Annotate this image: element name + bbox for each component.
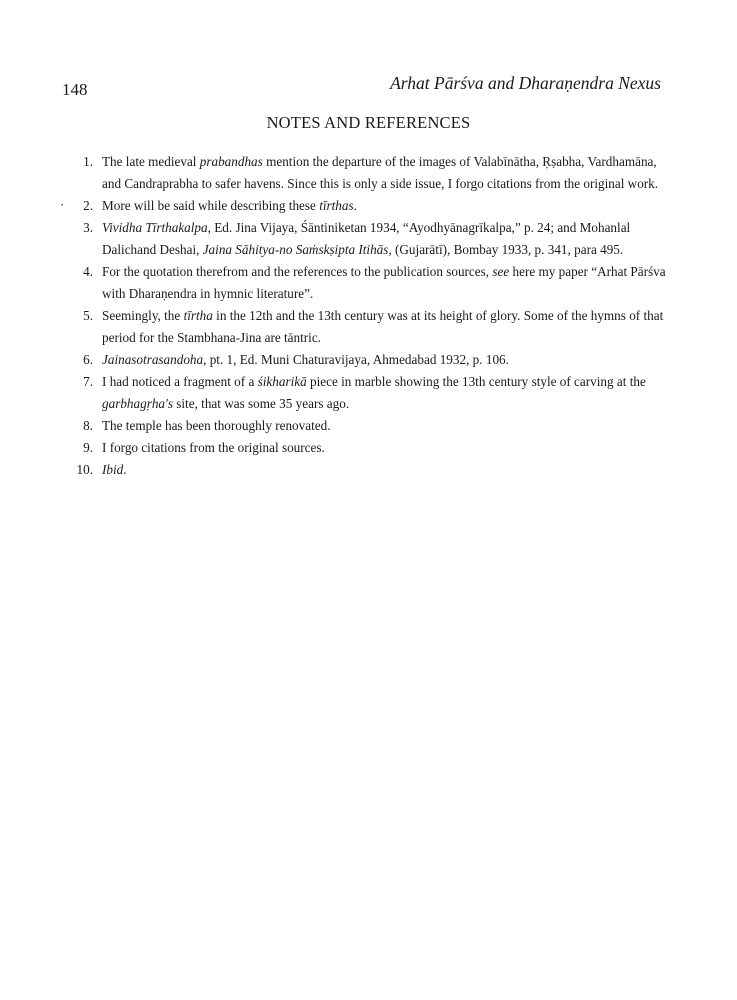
note-text	[102, 154, 658, 191]
note-plain-text: More will be said while describing these	[102, 198, 320, 213]
note-item	[68, 305, 672, 349]
note-italic-text: prabandhas	[199, 154, 263, 169]
note-plain-text: , Ed. Jina Vijaya, Śāntiniketan 1934, “Ayodhyānagrīkalpa,” p. 24; and Mohanlal Dalichand Deshai,	[102, 220, 631, 257]
note-plain-text: here my paper “Arhat Pārśva with Dharaṇendra in hymnic literature”.	[102, 264, 666, 301]
note-plain-text: The temple has been thoroughly renovated.	[102, 418, 331, 433]
note-item	[68, 371, 672, 415]
note-text	[102, 374, 646, 411]
section-title: NOTES AND REFERENCES	[266, 113, 471, 132]
note-item	[68, 217, 672, 261]
note-item	[68, 437, 672, 459]
note-text	[102, 198, 357, 213]
note-item	[68, 261, 672, 305]
note-plain-text: in the 12th and the 13th century was at its height of glory. Some of the hymns of that period for the Stambhana-Jina are tāntric.	[102, 308, 664, 345]
note-text	[102, 352, 509, 367]
page-number: 148	[62, 80, 88, 99]
note-plain-text: , (Gujarātī), Bombay 1933, p. 341, para 495.	[388, 242, 624, 257]
note-plain-text: I had noticed a fragment of a	[102, 374, 258, 389]
note-text	[102, 418, 331, 433]
note-number: 6.	[83, 352, 93, 367]
note-plain-text: site, that was some 35 years ago.	[172, 396, 350, 411]
note-number: 2.	[83, 198, 93, 213]
note-italic-text: tīrtha	[183, 308, 213, 323]
note-plain-text: I forgo citations from the original sources.	[102, 440, 325, 455]
note-plain-text: mention the departure of the images of Valabīnātha, Ṛṣabha, Vardhamāna, and Candraprabha to safer havens. Since this is only a side issue, I forgo citations from the original work.	[102, 154, 659, 191]
note-italic-text: tīrthas	[319, 198, 354, 213]
running-head: Arhat Pārśva and Dharaṇendra Nexus	[390, 73, 661, 93]
note-item	[68, 349, 672, 371]
note-italic-text: see	[492, 264, 510, 279]
note-text	[102, 462, 127, 477]
note-item	[68, 415, 672, 437]
margin-dot: ·	[60, 197, 65, 212]
note-italic-text: Ibid	[102, 462, 124, 477]
note-number: 10.	[76, 462, 93, 477]
note-plain-text: Seemingly, the	[102, 308, 184, 323]
note-plain-text: The late medieval	[102, 154, 200, 169]
note-plain-text: .	[123, 462, 127, 477]
note-plain-text: .	[353, 198, 357, 213]
note-italic-text: Jainasotrasandoha	[102, 352, 204, 367]
note-number: 7.	[83, 374, 93, 389]
note-text	[102, 440, 325, 455]
note-italic-text: Jaina Sāhitya-no Saṁskṣipta Itihās	[202, 242, 389, 257]
note-number: 8.	[83, 418, 93, 433]
note-number: 1.	[83, 154, 93, 169]
note-italic-text: śikharikā	[257, 374, 307, 389]
note-text	[102, 264, 666, 301]
note-text	[102, 220, 630, 257]
note-item	[68, 459, 672, 481]
note-italic-text: Vividha Tīrthakalpa	[102, 220, 208, 235]
note-plain-text: piece in marble showing the 13th century style of carving at the	[306, 374, 646, 389]
note-italic-text: garbhagṛha's	[102, 396, 173, 411]
note-number: 4.	[83, 264, 93, 279]
note-item	[68, 151, 672, 195]
note-plain-text: , pt. 1, Ed. Muni Chaturavijaya, Ahmedabad 1932, p. 106.	[203, 352, 509, 367]
note-number: 9.	[83, 440, 93, 455]
note-number: 5.	[83, 308, 93, 323]
note-item	[68, 195, 672, 217]
notes-list	[68, 151, 672, 481]
note-number: 3.	[83, 220, 93, 235]
note-plain-text: For the quotation therefrom and the references to the publication sources,	[102, 264, 493, 279]
note-text	[102, 308, 663, 345]
